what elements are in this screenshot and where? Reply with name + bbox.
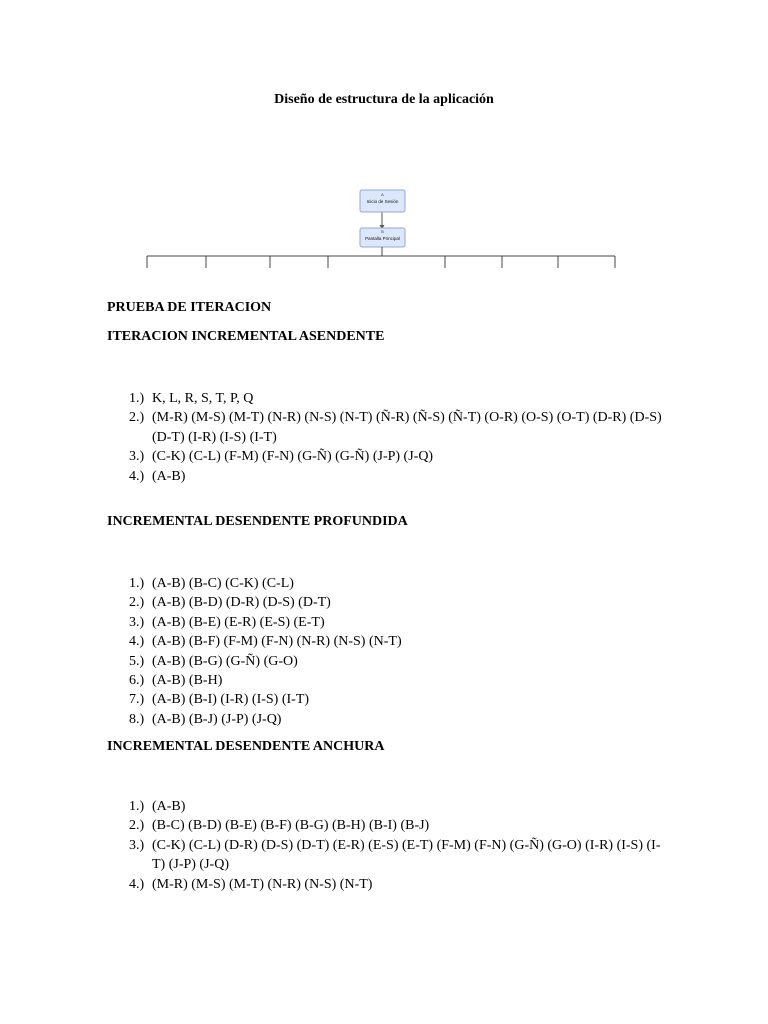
list-anchura	[107, 797, 667, 894]
list-item: 4.) (A-B) (B-F) (F-M) (F-N) (N-R) (N-S) (N-T)	[129, 634, 402, 650]
list-ascendente	[107, 389, 667, 486]
list-item: 3.) (A-B) (B-E) (E-R) (E-S) (E-T)	[129, 614, 325, 630]
list-item: 6.) (A-B) (B-H)	[129, 673, 223, 689]
list-item: 1.) K, L, R, S, T, P, Q	[129, 391, 254, 406]
list-item: 2.) (B-C) (B-D) (B-E) (B-F) (B-G) (B-H) (B-I) (B-J)	[129, 818, 430, 834]
node-b	[360, 228, 405, 247]
list-item: 2.) (A-B) (B-D) (D-R) (D-S) (D-T)	[129, 595, 331, 611]
document-title: Diseño de estructura de la aplicación	[274, 92, 494, 107]
list-item: 4.) (A-B)	[129, 468, 186, 484]
list-item: 3.) (C-K) (C-L) (F-M) (F-N) (G-Ñ) (G-Ñ) (J-P) (J-Q)	[129, 449, 434, 465]
list-item: 1.) (A-B)	[129, 799, 186, 814]
list-item: 3.) (C-K) (C-L) (D-R) (D-S) (D-T) (E-R) (E-S) (E-T) (F-M) (F-N) (G-Ñ) (G-O) (I-R) (I-S) (I-T) (J-P) (J-Q)	[129, 837, 661, 873]
node-b-letter: B	[381, 229, 384, 234]
branch-drops	[147, 256, 615, 268]
list-item: 5.) (A-B) (B-G) (G-Ñ) (G-O)	[129, 653, 298, 669]
list-item: 7.) (A-B) (B-I) (I-R) (I-S) (I-T)	[129, 692, 310, 708]
node-b-label: Pantalla Principal	[365, 236, 400, 241]
node-a	[360, 190, 405, 212]
list-item: 4.) (M-R) (M-S) (M-T) (N-R) (N-S) (N-T)	[129, 876, 373, 892]
heading-anchura: INCREMENTAL DESENDENTE ANCHURA	[107, 739, 385, 754]
list-item: 8.) (A-B) (B-J) (J-P) (J-Q)	[129, 711, 282, 727]
heading-prueba: PRUEBA DE ITERACION	[107, 300, 272, 315]
list-profundidad	[107, 574, 667, 729]
list-item: 1.) (A-B) (B-C) (C-K) (C-L)	[129, 576, 294, 591]
list-item: 2.) (M-R) (M-S) (M-T) (N-R) (N-S) (N-T) (Ñ-R) (Ñ-S) (Ñ-T) (O-R) (O-S) (O-T) (D-R) (D-S) (D-T) (I-R) (I-S) (I-T)	[129, 410, 662, 445]
structure-diagram	[130, 170, 690, 280]
heading-profundidad: INCREMENTAL DESENDENTE PROFUNDIDA	[107, 514, 408, 529]
heading-ascendente: ITERACION INCREMENTAL ASENDENTE	[107, 329, 385, 344]
node-a-letter: A	[381, 192, 384, 197]
node-a-label: Inicio de Sesión	[366, 199, 399, 204]
